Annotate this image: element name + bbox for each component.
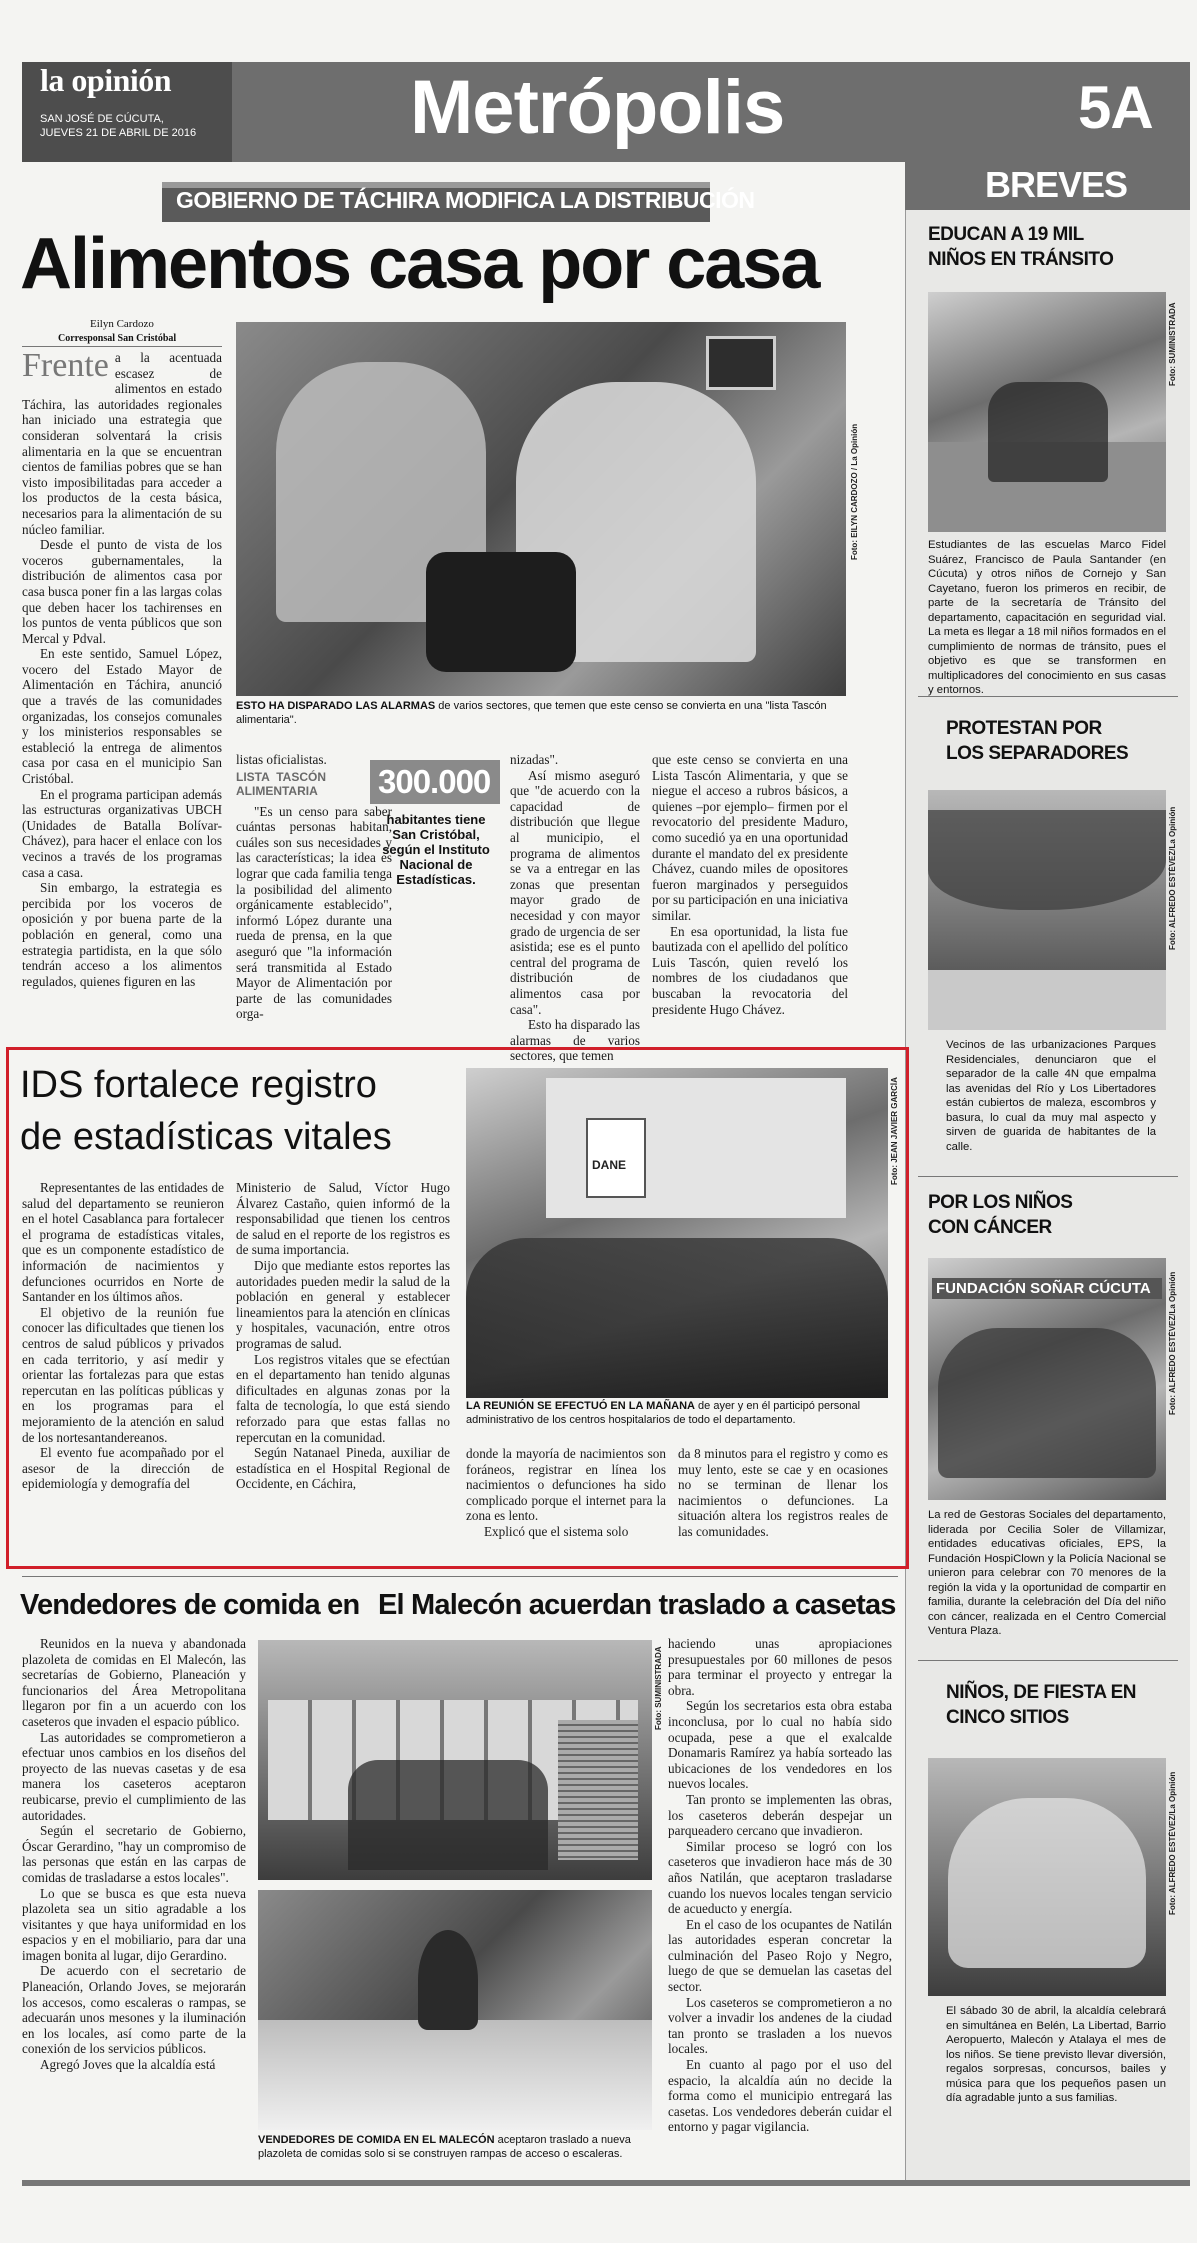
ids-col-2-p2: Dijo que mediante estos reportes las autoridades pueden medir la salud de la población en general y establecer lineamientos para la atención en clínicas y hospitales, vacunación, entre otros programas de salud. [236, 1257, 450, 1351]
malecon-photo-top [258, 1640, 652, 1880]
stat-number: 300.000 [378, 763, 491, 800]
malecon-photo-people [348, 1760, 548, 1870]
main-col-1-p5: Sin embargo, la estrategia es percibida por los voceros de oposición y por buena parte de la población en general, como una estrategia partidista, en la que sólo tendrán acceso a los alimentos regulados, quienes figuren en las [22, 880, 222, 989]
main-caption-text: de varios sectores, que temen que este censo se convierta en una "lista Tascón alimentaria". [236, 700, 827, 726]
malecon-photo-shutter [558, 1720, 638, 1860]
malecon-col-3-p3: Tan pronto se implementen las obras, los caseteros deberán despejar un parqueadero cercano que invadieron. [668, 1791, 892, 1839]
main-col-2 [236, 752, 392, 1042]
main-col-3 [510, 752, 640, 1064]
brief-2-title-line1: PROTESTAN POR [946, 718, 1102, 739]
brief-1-photo [928, 292, 1166, 532]
brief-4-credit: Foto: ALFREDO ESTÉVEZ/La Opinión [1168, 1771, 1177, 1915]
malecon-photo-caption [258, 2134, 652, 2161]
ids-col-3 [466, 1446, 666, 1556]
brief-3-photo-faces [938, 1328, 1156, 1478]
brief-3-title-line1: POR LOS NIÑOS [928, 1192, 1073, 1213]
brief-3-credit: Foto: ALFREDO ESTÉVEZ/La Opinión [1168, 1271, 1177, 1415]
main-story-photo [236, 322, 846, 696]
byline-role: Corresponsal San Cristóbal [58, 333, 177, 344]
ids-col-2 [236, 1180, 450, 1560]
malecon-col-3-p7: En cuanto al pago por el uso del espacio, la alcaldía aún no decide la forma como el municipio entregará las casetas. Los vendedores deberán cuidar el entorno y pagar vigilancia. [668, 2057, 892, 2135]
stat-text: habitantes tiene San Cristóbal, según el Instituto Nacional de Estadísticas. [382, 812, 490, 887]
masthead-date: JUEVES 21 DE ABRIL DE 2016 [40, 127, 197, 139]
malecon-photo-credit: Foto: SUMINISTRADA [654, 1646, 663, 1730]
ids-photo [466, 1068, 888, 1398]
photo-portrait-frame [706, 336, 776, 390]
main-col-1 [22, 347, 222, 1040]
brief-2-rule [918, 1176, 1178, 1177]
brief-1-text: Estudiantes de las escuelas Marco Fidel Suárez, Francisco de Paula Santander (en Cúcuta) y otros niños de Cornejo y San Cayetano, fueron los primeros en recibir, de parte de la secretaría de Tránsito del departamento, capacitación en seguridad vial. La meta es llegar a 18 mil niños formados en el cumplimiento de normas de tránsito, pues el objetivo es que se transformen en multiplicadores del conocimiento en sus casas y entornos. [928, 539, 1166, 696]
brief-1-credit: Foto: SUMINISTRADA [1168, 302, 1177, 386]
page-number: 5A [1078, 74, 1153, 141]
ids-col-4 [678, 1446, 888, 1556]
malecon-photo-bottom [258, 1890, 652, 2130]
brief-2-photo [928, 790, 1166, 1030]
malecon-col-1-p6: Agregó Joves que la alcaldía está [40, 2057, 216, 2073]
brief-3-photo [928, 1258, 1166, 1500]
ids-col-3-p2: Explicó que el sistema solo [484, 1523, 629, 1539]
ids-col-1-p2: El objetivo de la reunión fue conocer las dificultades que tienen los centros de salud públicos y privados en cada territorio, y así medir y orientar las fortalezas para que estas repercutan en las políticas públicas y en los programas para el mejoramiento de la atención en salud de los nortesantandereanos. [22, 1304, 224, 1445]
ids-headline-line1: IDS fortalece registro [20, 1064, 377, 1106]
malecon-col-3-p6: Los caseteros se comprometieron a no volver a invadir los andenes de la ciudad tan pronto se trasladen a los nuevos locales. [668, 1994, 892, 2057]
ids-col-3-p1: donde la mayoría de nacimientos son foráneos, registrar en línea los nacimientos o defunciones ha sido complicado porque el internet para la zona es lento. [466, 1446, 666, 1524]
subhead: LISTA TASCÓN ALIMENTARIA [236, 769, 326, 798]
brief-2-credit: Foto: ALFREDO ESTÉVEZ/La Opinión [1168, 806, 1177, 950]
malecon-top-rule [22, 1576, 898, 1577]
malecon-col-1-p5: De acuerdo con el secretario de Planeación, Orlando Joves, se mejorarán los accesos, como escaleras o rampas, se adecuarán unos mesones y la iluminación en los locales, así como parte de la conexión de los servicios públicos. [22, 1963, 246, 2057]
brief-2-title-line2: LOS SEPARADORES [946, 743, 1129, 764]
malecon-col-1 [22, 1636, 246, 2184]
brief-3-title-line2: CON CÁNCER [928, 1217, 1052, 1238]
sidebar-title: BREVES [985, 164, 1128, 205]
malecon-col-1-p4: Lo que se busca es que esta nueva plazoleta sea un sitio agradable a los visitantes y que haya uniformidad en los espacios y en el mobiliario, para dar una imagen bonita al lugar, dijo Gerardino. [22, 1885, 246, 1963]
brief-3-title [928, 1190, 1072, 1240]
ids-col-2-p3: Los registros vitales que se efectúan en el departamento han tenido algunas dificultades en algunas zonas por la falta de tecnología, lo que está siendo reforzado para que estas fallas no repercutan en la comunidad. [236, 1351, 450, 1445]
brief-2-photo-road [928, 970, 1166, 1030]
main-col-4 [652, 752, 848, 1042]
section-title: Metrópolis [410, 65, 785, 150]
ids-photo-caption [466, 1400, 888, 1427]
malecon-photo-plaza [258, 2020, 652, 2130]
ids-col-4-p1: da 8 minutos para el registro y como es muy lento, este se cae y en ocasiones no se terminan de llenar los nacimientos o defunciones. La situación altera los registros reales de las comunidades. [678, 1446, 888, 1539]
main-caption-bold: ESTO HA DISPARADO LAS ALARMAS [236, 700, 436, 712]
main-col-3-p2: Así mismo aseguró que "de acuerdo con la capacidad de distribución que llegue al municipio, el programa de alimentos se va a entregar en las zonas que presentan mayor grado de necesidad y con mayor grado de urgencia de ser asistida; ese es el punto central del programa de distribución de alimentos casa por casa". [510, 767, 640, 1017]
main-col-1-p3: En este sentido, Samuel López, vocero del Estado Mayor de Alimentación en Táchira, anunció que a través de las comunidades organizadas, los consejos comunales y los ministerios responsables se estableció la entrega de alimentos casa por casa en el municipio San Cristóbal. [22, 646, 222, 787]
brief-3-rule [918, 1660, 1178, 1661]
newspaper-logo: la opinión [40, 62, 172, 98]
malecon-col-3-p4: Similar proceso se logró con los caseteros que invadieron hace más de 30 años Natilán, que aceptaron trasladarse cuando los nuevos locales tengan servicio de acueducto y energía. [668, 1838, 892, 1917]
kicker-text: GOBIERNO DE TÁCHIRA MODIFICA LA DISTRIBUCIÓN [176, 187, 755, 213]
ids-col-1 [22, 1180, 224, 1560]
ids-col-1-p3: El evento fue acompañado por el asesor de la dirección de epidemiología y demografía del [22, 1445, 224, 1492]
brief-1-title-line2: NIÑOS EN TRÁNSITO [928, 249, 1114, 270]
byline-name: Eilyn Cardozo [90, 318, 154, 330]
main-col-3-p1: nizadas". [510, 752, 559, 767]
main-col-1-p1: a la acentuada escasez de alimentos en estado Táchira, las autoridades regionales han iniciado una estrategia que consideran solventará la crisis alimentaria en la que se encuentran cientos de familias pobres que se han visto imposibilitadas para acceder a los productos de la cesta básica, necesarios para la alimentación de su núcleo familiar. [22, 350, 222, 537]
ids-photo-audience [466, 1238, 888, 1398]
main-col-1-p2: Desde el punto de vista de los voceros gubernamentales, la distribución de alimentos casa por casa busca poner fin a las largas colas que deben hacer los tachirenses en los puntos de venta públicos que son Mercal y Pdval. [22, 537, 222, 646]
brief-1-photo-children [988, 382, 1108, 482]
malecon-caption-bold: VENDEDORES DE COMIDA EN EL MALECÓN [258, 2134, 495, 2146]
brief-3-banner: FUNDACIÓN SOÑAR CÚCUTA [932, 1278, 1162, 1299]
main-headline: Alimentos casa por casa [20, 224, 819, 304]
brief-1-title [928, 222, 1113, 272]
malecon-headline-part1: Vendedores de comida en [20, 1589, 360, 1621]
malecon-col-1-p2: Las autoridades se comprometieron a efectuar unos cambios en los diseños del proyecto de las nuevas casetas y de esa manera los caseteros aceptaron reubicarse, previo el cumplimiento de las autoridades. [22, 1729, 246, 1823]
brief-1-title-line1: EDUCAN A 19 MIL [928, 224, 1084, 245]
brief-4-photo-dancers [948, 1798, 1146, 1968]
brief-4-photo [928, 1758, 1166, 1996]
malecon-col-3-p2: Según los secretarios esta obra estaba inconclusa, por lo cual no había sido ocupada, pese a que el exalcalde Donamaris Ramírez ya había sorteado las ubicaciones de los vendedores en los nuevos locales. [668, 1698, 892, 1792]
main-col-3-p3: Esto ha disparado las alarmas de varios sectores, que temen [510, 1017, 640, 1064]
malecon-col-1-p3: Según el secretario de Gobierno, Óscar Gerardino, "hay un compromiso de las personas que están en las carpas de comidas de trasladarse a estos locales". [22, 1823, 246, 1885]
ids-col-1-p1: Representantes de las entidades de salud del departamento se reunieron en el hotel Casablanca para fortalecer el programa de estadísticas vitales, que es un componente estadístico de información de nacimientos y defunciones ocurridos en Norte de Santander en los últimos años. [22, 1180, 224, 1305]
malecon-caption-text: aceptaron traslado a nueva plazoleta de comidas solo si se construyen rampas de acceso o escaleras. [258, 2134, 631, 2160]
footer-bar [22, 2180, 1190, 2186]
ids-caption-text: de ayer y en él participó personal administrativo de los centros hospitalarios de todo el departamento. [466, 1400, 861, 1426]
brief-2-text: Vecinos de las urbanizaciones Parques Residenciales, denunciaron que el separador de la calle 4N que empalma las avenidas del Río y Los Libertadores están cubiertos de maleza, escombros y basura, lo cual da muy mal aspecto y sirven de guarida de habitantes de la calle. [946, 1039, 1156, 1153]
main-photo-caption [236, 700, 846, 727]
brief-4-text: El sábado 30 de abril, la alcaldía celebrará en simultánea en Belén, La Libertad, Barrio Aeropuerto, Malecón y Atalaya el mes de los niños. Se tiene previsto llevar diversión, regalos sorpresas, concursos, bailes y música para que los pequeños pasen un día agradable junto a sus familias. [946, 2005, 1166, 2104]
main-col-4-p1: que este censo se convierta en una Lista Tascón Alimentaria, y que se niegue el acceso a rubros básicos, a quienes –por ejemplo– firmen por el revocatorio del presidente Maduro, como sucedió ya en una oportunidad durante el mandato del ex presidente Chávez, cuando miles de opositores fueron marginados y perseguidos por su participación en una iniciativa similar. [652, 752, 848, 923]
dropcap: Frente [22, 347, 109, 384]
malecon-col-1-p1: Reunidos en la nueva y abandonada plazoleta de comidas en El Malecón, las secretarías de Gobierno, Planeación y funcionarios del Área Metropolitana llegaron por fin a un acuerdo con los caseteros que invaden el espacio público. [22, 1636, 246, 1729]
photo-microphones [426, 552, 576, 672]
brief-2-title [946, 716, 1128, 766]
brief-1-rule [918, 696, 1178, 697]
brief-4-title [946, 1680, 1136, 1730]
malecon-headline-part2: El Malecón acuerdan traslado a casetas [378, 1589, 896, 1621]
malecon-col-3-p5: En el caso de los ocupantes de Natilán las autoridades esperan concretar la culminación del Paseo Rojo y Negro, luego de que se demuelan las casetas del sector. [668, 1916, 892, 1995]
ids-col-2-p4: Según Natanael Pineda, auxiliar de estadística en el Hospital Regional de Occidente, en Cáchira, [236, 1445, 450, 1492]
stat-to-col3-pad [448, 876, 508, 877]
malecon-photo-palm [418, 1930, 478, 2030]
brief-4-title-line2: CINCO SITIOS [946, 1707, 1069, 1728]
ids-caption-bold: LA REUNIÓN SE EFECTUÓ EN LA MAÑANA [466, 1400, 695, 1412]
main-col-2-p2: "Es un censo para saber cuántas personas habitan, cuáles son sus necesidades y las características; la idea es lograr que cada familia tenga la posibilidad del alimento orgánicamente establecido", informó López durante una rueda de prensa, en la que aseguró que "la información será transmitida al Estado Mayor de Alimentación por parte de las comunidades orga- [236, 803, 392, 1022]
main-photo-credit: Foto: EILYN CARDOZO / La Opinión [850, 423, 859, 560]
ids-photo-credit: Foto: JEAN JAVIER GARCÍA [890, 1077, 899, 1185]
masthead-location: SAN JOSÉ DE CÚCUTA, [40, 113, 164, 125]
malecon-col-3 [668, 1636, 892, 2184]
main-col-4-p2: En esa oportunidad, la lista fue bautizada con el apellido del político Luis Tascón, quien reveló los nombres de los ciudadanos que buscaban la revocatoria del presidente Hugo Chávez. [652, 923, 848, 1017]
main-col-2-p1: listas oficialistas. [236, 752, 327, 767]
brief-3-text: La red de Gestoras Sociales del departamento, liderada por Cecilia Soler de Villamizar, entidades educativas oficiales, EPS, la Fundación HospiClown y la Policía Nacional se unieron para celebrar con 70 menores de la región la vida y la oportunidad de compartir en familia, durante la celebración del Día del niño con cáncer, realizada en el Centro Comercial Ventura Plaza. [928, 1509, 1166, 1637]
main-col-1-p4: En el programa participan además las estructuras organizativas UBCH (Unidades de Batalla Bolívar-Chávez), para hacer el enlace con los vecinos a través de los programas casa a casa. [22, 786, 222, 880]
malecon-col-3-p1: haciendo unas apropiaciones presupuestales por 60 millones de pesos para terminar el proyecto y entregar la obra. [668, 1636, 892, 1698]
ids-col-2-p1: Ministerio de Salud, Víctor Hugo Álvarez Castaño, quien informó de la responsabilidad que tienen los centros de salud en el reporte de los registros es de suma importancia. [236, 1180, 450, 1258]
ids-headline-line2: de estadísticas vitales [20, 1116, 392, 1158]
brief-2-photo-trees [928, 810, 1166, 910]
ids-photo-sign: DANE [592, 1158, 627, 1172]
brief-4-title-line1: NIÑOS, DE FIESTA EN [946, 1682, 1137, 1703]
